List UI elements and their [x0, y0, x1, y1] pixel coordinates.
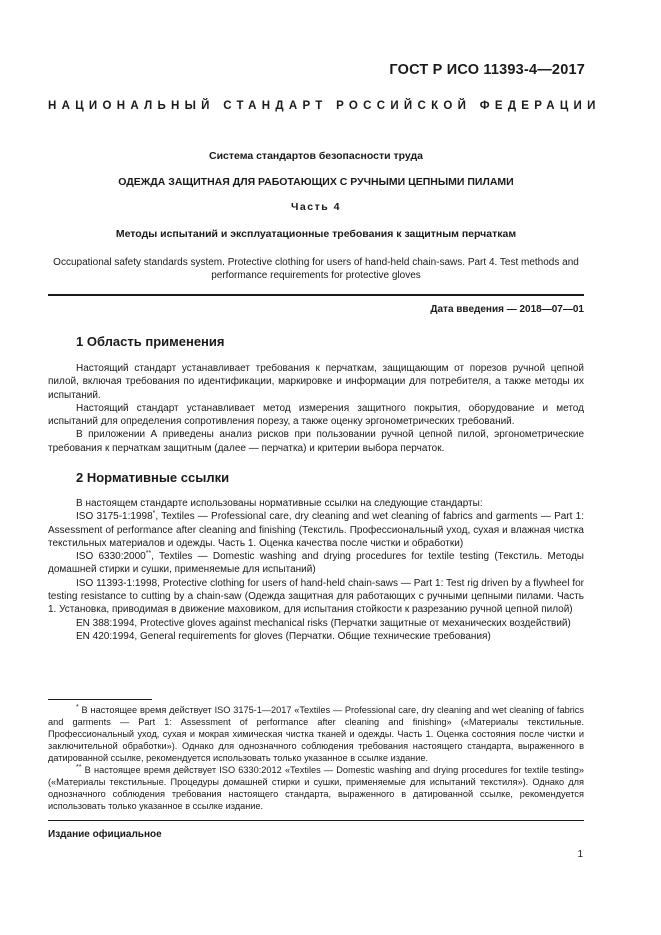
footnote-mark: *: [76, 704, 79, 711]
footnote-mark: *: [152, 510, 156, 518]
reference-code: EN 420:1994: [76, 630, 135, 642]
reference-text: , Textiles — Domestic washing and drying procedures for textile testing (Текстиль. Методы домашней стирки и сушки, применяемые для испытаний): [48, 551, 584, 576]
reference-item: [48, 617, 584, 630]
footnote-mark: **: [76, 764, 82, 771]
reference-code: ISO 6330:2000: [76, 551, 146, 563]
reference-item: [48, 630, 584, 643]
footnote: [48, 764, 584, 812]
title-divider: [48, 294, 584, 296]
document-title: ОДЕЖДА ЗАЩИТНАЯ ДЛЯ РАБОТАЮЩИХ С РУЧНЫМИ ЦЕПНЫМИ ПИЛАМИ: [118, 176, 514, 188]
section-2-heading: 2 Нормативные ссылки: [76, 470, 230, 485]
page-number: 1: [577, 849, 583, 860]
english-title: Occupational safety standards system. Protective clothing for users of hand-held chain-saws. Part 4. Test methods and performance requirements for protective gloves: [53, 257, 579, 281]
reference-text: , General requirements for gloves (Перчатки. Общие технические требования): [134, 630, 491, 642]
footnote-text: В настоящее время действует ISO 6330:2012 «Textiles — Domestic washing and drying procedures for textile testing» («Материалы текстильные. Процедуры домашней стирки и сушки, применяемые для испытаний текстиля»). Однако для однозначного соблюдения требования настоящего стандарта, выраженного в датированной ссылке, рекомендуется использовать только указанное в ссылке издание.: [48, 765, 584, 811]
footnote-mark: **: [145, 550, 152, 558]
section-2-body: [48, 497, 584, 643]
edition-divider: [48, 820, 584, 821]
reference-item: [48, 577, 584, 617]
reference-text: , Protective gloves against mechanical risks (Перчатки защитные от механических воздействий): [134, 617, 571, 629]
footnotes: [48, 704, 584, 812]
system-title: Система стандартов безопасности труда: [208, 150, 424, 162]
part-title: Часть 4: [291, 201, 341, 213]
reference-text: , Textiles — Professional care, dry cleaning and wet cleaning of fabrics and garments — Part 1: Assessment of performance after cleaning and finishing (Текстиль. Профессиональный уход, сухая и влажная чистка текстильных материалов и одежды. Часть 1. Оценка качества после чистки и обработки): [48, 511, 584, 549]
reference-code: ISO 3175-1:1998: [76, 511, 153, 523]
footnote-separator: [48, 699, 152, 700]
reference-code: ISO 11393-1:1998: [76, 577, 158, 589]
paragraph: В настоящем стандарте использованы нормативные ссылки на следующие стандарты:: [76, 498, 483, 509]
reference-text: , Protective clothing for users of hand-held chain-saws — Part 1: Test rig driven by a flywheel for testing resistance to cutting by a chain-saw (Одежда защитная для работающих с ручными цепными пилами. Часть 1. Установка, приводимая в движение маховиком, для испытания стойкости к разрезанию ручной цепной пилой): [48, 577, 584, 616]
standard-number: ГОСТ Р ИСО 11393-4—2017: [389, 62, 585, 78]
reference-item: [48, 550, 584, 577]
reference-item: [48, 510, 584, 550]
reference-code: EN 388:1994: [76, 617, 135, 629]
footnote: [48, 704, 584, 764]
paragraph: В приложении А приведены анализ рисков при пользовании ручной цепной пилой, эргонометрические требования к перчаткам защитным (далее — перчатка) и критерии выбора перчаток.: [48, 429, 584, 454]
national-standard-banner: НАЦИОНАЛЬНЫЙ СТАНДАРТ РОССИЙСКОЙ ФЕДЕРАЦИИ: [48, 100, 601, 112]
introduction-date: Дата введения — 2018—07—01: [430, 304, 584, 315]
section-1-heading: 1 Область применения: [76, 334, 225, 349]
document-subtitle: Методы испытаний и эксплуатационные требования к защитным перчаткам: [115, 228, 517, 240]
paragraph: Настоящий стандарт устанавливает метод измерения защитного покрытия, оборудование и метод испытаний для определения сопротивления порезу, а также оценку эргонометрических требований.: [48, 402, 584, 428]
section-1-body: [48, 362, 584, 455]
footnote-text: В настоящее время действует ISO 3175-1—2017 «Textiles — Professional care, dry cleaning and wet cleaning of fabrics and garments — Part 1: Assessment of performance after cleaning and finishing» («Материалы текстильные. Профессиональный уход, сухая и мокрая химическая чистка тканей и одежды. Часть 1. Оценка состояния после чистки и заключительной обработки»). Однако для однозначного соблюдения требования настоящего стандарта, выраженного в датированной ссылке, рекомендуется использовать только указанное в ссылке издание.: [48, 705, 584, 763]
edition-label: Издание официальное: [48, 829, 162, 840]
paragraph: Настоящий стандарт устанавливает требования к перчаткам, защищающим от порезов ручной цепной пилой, включая требования по идентификации, маркировке и информации для потребителя, а также методы их испытаний.: [48, 363, 584, 401]
